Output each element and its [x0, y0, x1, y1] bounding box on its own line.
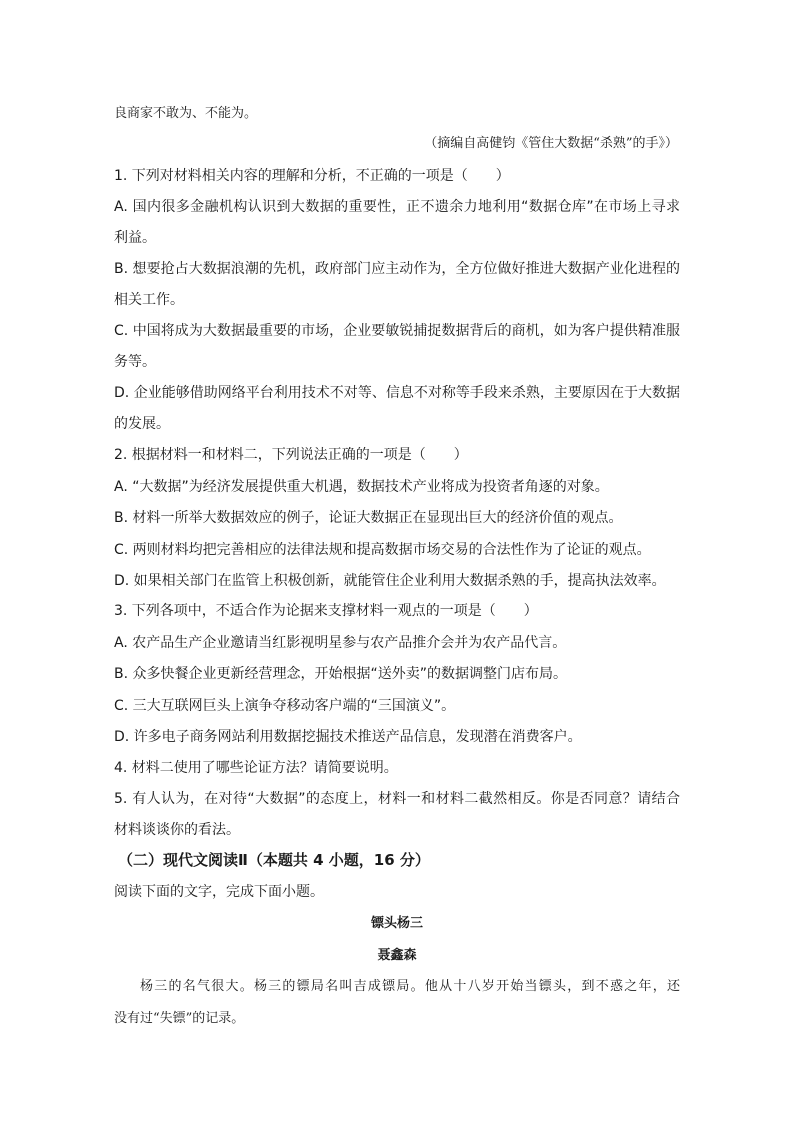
question-3-stem: 3. 下列各项中，不适合作为论据来支撑材料一观点的一项是（ ）: [114, 603, 538, 619]
question-1-option-a-cont: 利益。: [114, 230, 156, 246]
story-title: 镖头杨三: [370, 916, 423, 931]
story-paragraph-1-cont: 没有过“失镖”的记录。: [114, 1011, 245, 1026]
question-2-option-d: D. 如果相关部门在监管上积极创新，就能管住企业利用大数据杀熟的手，提高执法效率。: [114, 573, 666, 589]
question-1-option-b-cont: 相关工作。: [114, 292, 184, 308]
reading-instruction: 阅读下面的文字，完成下面小题。: [114, 884, 324, 900]
question-1-option-c-cont: 务等。: [114, 354, 156, 370]
question-3-option-d: D. 许多电子商务网站利用数据挖掘技术推送产品信息，发现潜在消费客户。: [114, 729, 582, 745]
question-3-option-b: B. 众多快餐企业更新经营理念，开始根据“送外卖”的数据调整门店布局。: [114, 666, 568, 682]
question-1-option-a: A. 国内很多金融机构认识到大数据的重要性，正不遗余力地利用“数据仓库”在市场上寻求: [114, 199, 680, 215]
question-2-stem: 2. 根据材料一和材料二，下列说法正确的一项是（ ）: [114, 447, 468, 463]
question-3-option-c: C. 三大互联网巨头上演争夺移动客户端的“三国演义”。: [114, 698, 456, 714]
question-5-stem-cont: 材料谈谈你的看法。: [114, 822, 240, 838]
question-4-stem: 4. 材料二使用了哪些论证方法？请简要说明。: [114, 760, 398, 776]
question-5-stem: 5. 有人认为，在对待“大数据”的态度上，材料一和材料二截然相反。你是否同意？请结合: [114, 791, 680, 807]
question-1-option-b: B. 想要抢占大数据浪潮的先机，政府部门应主动作为，全方位做好推进大数据产业化进程的: [114, 261, 680, 277]
section-2-heading: （二）现代文阅读Ⅱ（本题共 4 小题，16 分）: [118, 851, 430, 869]
question-2-option-b: B. 材料一所举大数据效应的例子，论证大数据正在显现出巨大的经济价值的观点。: [114, 510, 623, 526]
passage-source-citation: （摘编自高健钧《管住大数据“杀熟”的手》）: [424, 136, 678, 151]
question-1-stem: 1. 下列对材料相关内容的理解和分析，不正确的一项是（ ）: [114, 168, 510, 184]
story-author: 聂鑫森: [377, 948, 417, 963]
question-1-option-d: D. 企业能够借助网络平台利用技术不对等、信息不对称等手段来杀熟，主要原因在于大数据: [114, 385, 680, 401]
question-2-option-c: C. 两则材料均把完善相应的法律法规和提高数据市场交易的合法性作为了论证的观点。: [114, 542, 651, 558]
question-3-option-a: A. 农产品生产企业邀请当红影视明星参与农产品推介会并为农产品代言。: [114, 635, 567, 651]
question-2-option-a: A. “大数据”为经济发展提供重大机遇，数据技术产业将成为投资者角逐的对象。: [114, 479, 609, 495]
story-paragraph-1: 杨三的名气很大。杨三的镖局名叫吉成镖局。他从十八岁开始当镖头，到不惑之年，还: [140, 979, 680, 994]
passage-closing-line: 良商家不敢为、不能为。: [114, 106, 258, 121]
question-1-option-d-cont: 的发展。: [114, 416, 170, 432]
question-1-option-c: C. 中国将成为大数据最重要的市场，企业要敏锐捕捉数据背后的商机，如为客户提供精准服: [114, 323, 680, 339]
